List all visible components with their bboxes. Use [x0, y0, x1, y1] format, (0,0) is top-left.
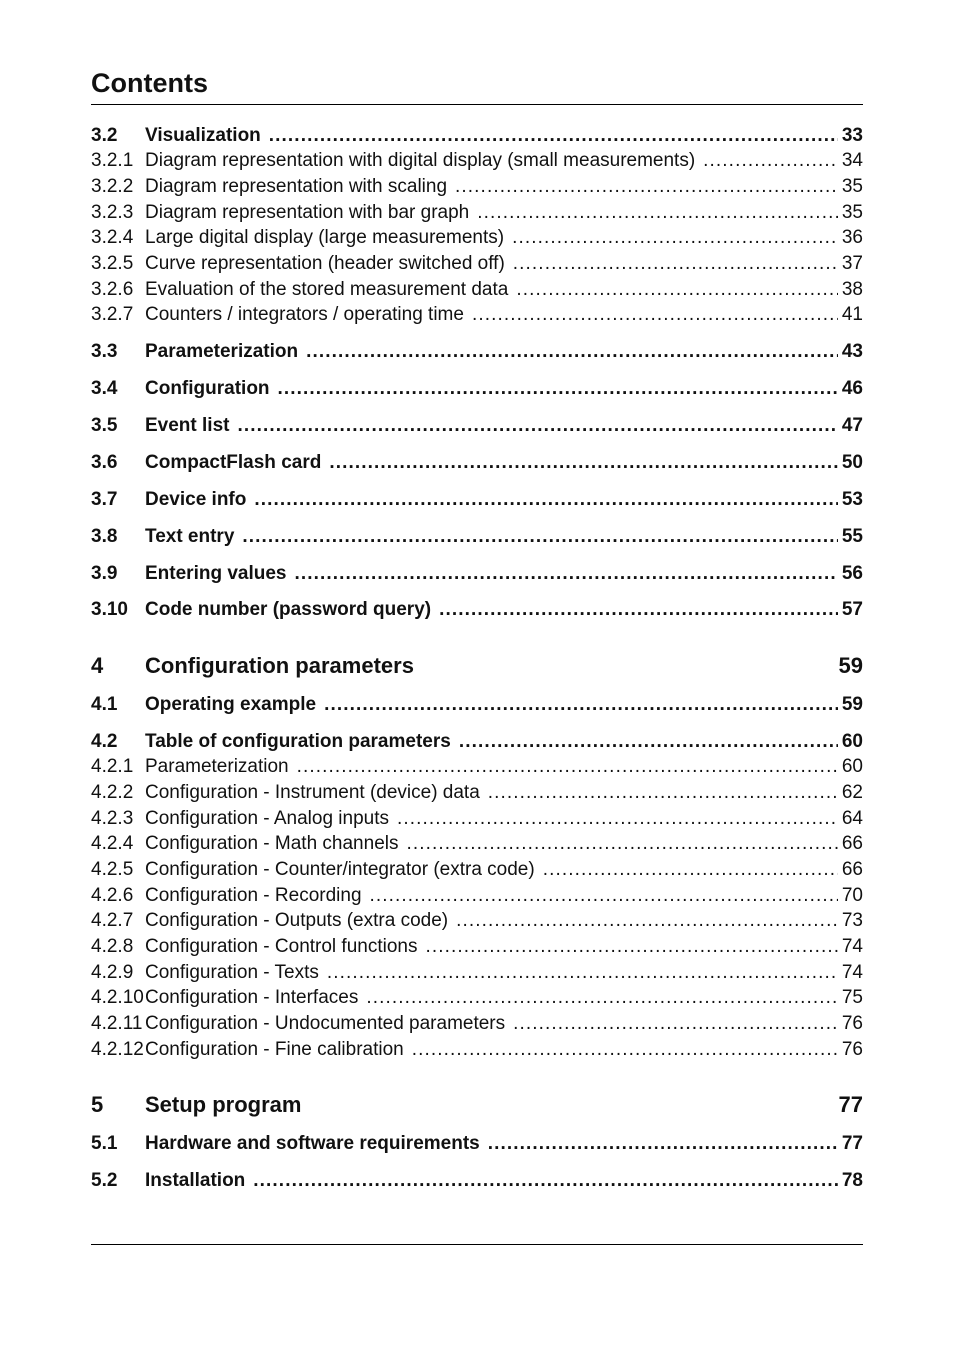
toc-section-number: 3.2.6: [91, 279, 134, 300]
toc-page-number: 66: [841, 859, 863, 880]
toc-page-number: 78: [841, 1170, 863, 1191]
dot-leader: [324, 693, 838, 717]
toc-entry-row[interactable]: [91, 226, 863, 250]
toc-section-title: Configuration - Counter/integrator (extra code): [145, 859, 535, 880]
toc-page-number: 75: [841, 987, 863, 1008]
toc-section-title: Configuration - Recording: [145, 885, 362, 906]
toc-page-number: 62: [841, 782, 863, 803]
dot-leader: [370, 884, 838, 908]
toc-page-number: 55: [841, 526, 863, 547]
toc-section-title: Text entry: [145, 526, 235, 547]
dot-leader: [512, 226, 838, 250]
page-title: Contents: [91, 68, 208, 98]
toc-entry-row[interactable]: [91, 807, 863, 831]
toc-page-number: 76: [841, 1013, 863, 1034]
dot-leader: [477, 201, 838, 225]
dot-leader: [412, 1038, 838, 1062]
toc-entry-row[interactable]: [91, 201, 863, 225]
toc-section-number: 4.2.4: [91, 833, 134, 854]
toc-page-number: 43: [841, 341, 863, 362]
dot-leader: [543, 858, 838, 882]
toc-section-number: 4.2.12: [91, 1039, 144, 1060]
toc-entry-row[interactable]: [91, 858, 863, 882]
toc-page-number: 38: [841, 279, 863, 300]
dot-leader: [455, 175, 838, 199]
toc-section-number: 3.6: [91, 452, 118, 473]
toc-section-title: Event list: [145, 415, 230, 436]
toc-entry-row[interactable]: [91, 414, 863, 438]
toc-section-number: 3.8: [91, 526, 118, 547]
dot-leader: [397, 807, 838, 831]
toc-section-number: 4.2.7: [91, 910, 134, 931]
toc-entry-row[interactable]: [91, 693, 863, 717]
toc-section-number: 5: [91, 1092, 104, 1117]
toc-chapter-row[interactable]: [91, 1091, 863, 1119]
toc-section-title: Configuration - Outputs (extra code): [145, 910, 449, 931]
toc-section-title: Configuration - Math channels: [145, 833, 399, 854]
toc-section-number: 3.2.5: [91, 253, 134, 274]
dot-leader: [254, 488, 837, 512]
toc-page-number: 77: [838, 1092, 863, 1117]
dot-leader: [329, 451, 838, 475]
toc-entry-row[interactable]: [91, 935, 863, 959]
dot-leader: [306, 340, 838, 364]
toc-chapter-row[interactable]: [91, 652, 863, 680]
toc-section-number: 4.2.3: [91, 808, 134, 829]
toc-entry-row[interactable]: [91, 986, 863, 1010]
toc-page-number: 35: [841, 176, 863, 197]
toc-section-title: Code number (password query): [145, 599, 432, 620]
dot-leader: [237, 414, 837, 438]
toc-section-title: Evaluation of the stored measurement data: [145, 279, 509, 300]
toc-section-title: Parameterization: [145, 756, 289, 777]
toc-section-number: 4: [91, 653, 104, 678]
dot-leader: [472, 303, 838, 327]
toc-section-title: Parameterization: [145, 341, 299, 362]
toc-section-title: Configuration - Texts: [145, 962, 319, 983]
toc-entry-row[interactable]: [91, 252, 863, 276]
toc-section-title: Table of configuration parameters: [145, 731, 451, 752]
toc-page-number: 59: [841, 694, 863, 715]
toc-entry-row[interactable]: [91, 1132, 863, 1156]
toc-page-number: 35: [841, 202, 863, 223]
toc-page-number: 33: [841, 125, 863, 146]
toc-entry-row[interactable]: [91, 451, 863, 475]
dot-leader: [327, 961, 838, 985]
toc-section-number: 4.2.9: [91, 962, 134, 983]
toc-entry-row[interactable]: [91, 340, 863, 364]
toc-entry-row[interactable]: [91, 278, 863, 302]
toc-section-number: 3.7: [91, 489, 118, 510]
toc-section-title: Counters / integrators / operating time: [145, 304, 464, 325]
toc-page-number: 34: [841, 150, 863, 171]
toc-section-number: 3.2.3: [91, 202, 134, 223]
toc-entry-row[interactable]: [91, 303, 863, 327]
dot-leader: [513, 1012, 838, 1036]
dot-leader: [703, 149, 838, 173]
toc-section-title: Diagram representation with scaling: [145, 176, 448, 197]
toc-section-title: Entering values: [145, 563, 287, 584]
toc-page-number: 50: [841, 452, 863, 473]
toc-entry-row[interactable]: [91, 1012, 863, 1036]
dot-leader: [253, 1169, 838, 1193]
toc-entry-row[interactable]: [91, 562, 863, 586]
toc-entry-row[interactable]: [91, 488, 863, 512]
toc-page-number: 36: [841, 227, 863, 248]
toc-page-number: 53: [841, 489, 863, 510]
toc-section-title: Diagram representation with bar graph: [145, 202, 470, 223]
toc-section-number: 3.2: [91, 125, 118, 146]
toc-section-number: 4.2.11: [91, 1013, 143, 1034]
toc-section-number: 4.2.6: [91, 885, 134, 906]
toc-section-number: 3.2.1: [91, 150, 134, 171]
dot-leader: [425, 935, 837, 959]
dot-leader: [278, 377, 838, 401]
toc-page-number: 57: [841, 599, 863, 620]
toc-page-number: 60: [841, 756, 863, 777]
toc-section-title: Curve representation (header switched off): [145, 253, 505, 274]
toc-section-title: Operating example: [145, 694, 317, 715]
toc-section-title: Configuration - Control functions: [145, 936, 418, 957]
toc-page-number: 70: [841, 885, 863, 906]
toc-section-title: Configuration - Interfaces: [145, 987, 359, 1008]
dot-leader: [456, 909, 838, 933]
dot-leader: [269, 124, 838, 148]
dot-leader: [513, 252, 838, 276]
toc-section-title: Configuration: [145, 378, 270, 399]
toc-section-title: Device info: [145, 489, 247, 510]
footer-rule: [91, 1244, 863, 1245]
toc-entry-row[interactable]: [91, 1038, 863, 1062]
dot-leader: [295, 562, 838, 586]
dot-leader: [516, 278, 838, 302]
dot-leader: [488, 781, 838, 805]
toc-entry-row[interactable]: [91, 730, 863, 754]
toc-section-title: Configuration - Analog inputs: [145, 808, 389, 829]
toc-section-number: 3.2.4: [91, 227, 134, 248]
toc-section-title: Configuration - Fine calibration: [145, 1039, 404, 1060]
toc-section-number: 3.4: [91, 378, 118, 399]
toc-page-number: 59: [838, 653, 863, 678]
dot-leader: [459, 730, 838, 754]
toc-page-number: 47: [841, 415, 863, 436]
toc-section-number: 3.10: [91, 599, 128, 620]
toc-section-title: Visualization: [145, 125, 261, 146]
toc-entry-row[interactable]: [91, 377, 863, 401]
toc-section-number: 4.2: [91, 731, 118, 752]
toc-section-title: Diagram representation with digital display (small measurements): [145, 150, 696, 171]
toc-section-number: 5.2: [91, 1170, 118, 1191]
toc-section-number: 5.1: [91, 1133, 118, 1154]
toc-section-title: Configuration - Undocumented parameters: [145, 1013, 506, 1034]
dot-leader: [406, 832, 837, 856]
header-rule: [91, 104, 863, 105]
dot-leader: [439, 598, 838, 622]
toc-page-number: 41: [841, 304, 863, 325]
toc-page-number: 73: [841, 910, 863, 931]
toc-entry-row[interactable]: [91, 525, 863, 549]
toc-section-number: 4.2.1: [91, 756, 134, 777]
toc-entry-row[interactable]: [91, 149, 863, 173]
toc-section-title: Hardware and software requirements: [145, 1133, 480, 1154]
toc-entry-row[interactable]: [91, 884, 863, 908]
toc-section-number: 4.1: [91, 694, 118, 715]
toc-entry-row[interactable]: [91, 781, 863, 805]
toc-page-number: 56: [841, 563, 863, 584]
toc-section-title: Large digital display (large measurements): [145, 227, 505, 248]
toc-page-number: 74: [841, 962, 863, 983]
toc-section-number: 4.2.8: [91, 936, 134, 957]
toc-section-title: CompactFlash card: [145, 452, 322, 473]
toc-page-number: 77: [841, 1133, 863, 1154]
toc-entry-row[interactable]: [91, 909, 863, 933]
toc-section-number: 3.2.7: [91, 304, 134, 325]
toc-section-number: 4.2.5: [91, 859, 134, 880]
toc-entry-row[interactable]: [91, 175, 863, 199]
toc-entry-row[interactable]: [91, 961, 863, 985]
dot-leader: [242, 525, 837, 549]
toc-page-number: 37: [841, 253, 863, 274]
toc-section-title: Installation: [145, 1170, 246, 1191]
toc-section-number: 3.2.2: [91, 176, 134, 197]
toc-section-number: 4.2.10: [91, 987, 144, 1008]
toc-entry-row[interactable]: [91, 598, 863, 622]
dot-leader: [366, 986, 838, 1010]
toc-section-number: 4.2.2: [91, 782, 134, 803]
toc-page-number: 66: [841, 833, 863, 854]
toc-section-title: Configuration - Instrument (device) data: [145, 782, 480, 803]
toc-section-number: 3.3: [91, 341, 118, 362]
toc-section-number: 3.9: [91, 563, 118, 584]
dot-leader: [488, 1132, 838, 1156]
toc-entry-row[interactable]: [91, 832, 863, 856]
toc-section-title: Configuration parameters: [145, 653, 414, 678]
dot-leader: [297, 755, 838, 779]
toc-page-number: 76: [841, 1039, 863, 1060]
toc-section-title: Setup program: [145, 1092, 302, 1117]
toc-entry-row[interactable]: [91, 1169, 863, 1193]
toc-page-number: 60: [841, 731, 863, 752]
toc-entry-row[interactable]: [91, 124, 863, 148]
toc-page-number: 46: [841, 378, 863, 399]
toc-page-number: 74: [841, 936, 863, 957]
toc-entry-row[interactable]: [91, 755, 863, 779]
toc-section-number: 3.5: [91, 415, 118, 436]
toc-page-number: 64: [841, 808, 863, 829]
